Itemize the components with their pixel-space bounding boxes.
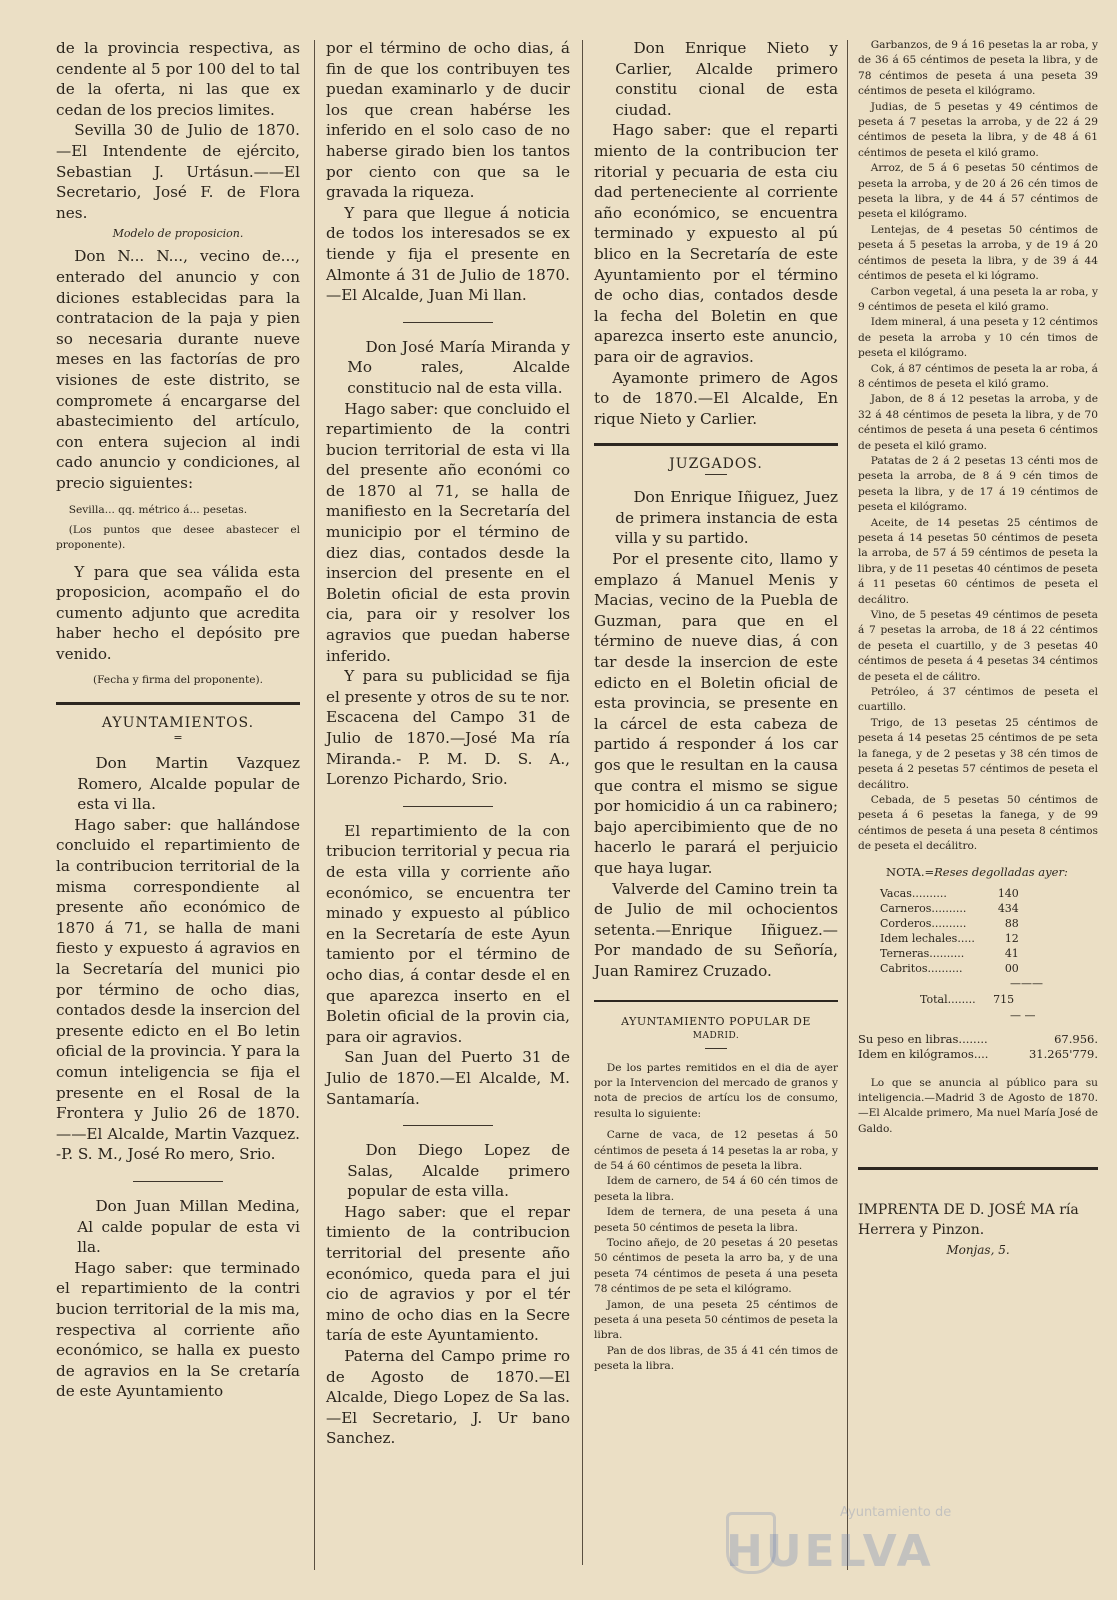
paragraph: San Juan del Puerto 31 de Julio de 1870.—El Alcalde, M. Santamaría.	[326, 1048, 570, 1108]
reses-name: Cabritos..........	[880, 961, 963, 975]
reses-total-divider: ———	[1010, 976, 1043, 990]
reses-value: 140	[997, 886, 1019, 900]
section-rule	[594, 1000, 838, 1002]
column-rule	[314, 40, 315, 1570]
column-2	[326, 38, 570, 1449]
paragraph: Hago saber: que el repar timiento de la contribucion territorial del presente año económico, queda para el jui cio de agravios y por el tér mino de ocho dias en la Secre taría de este Ayuntamiento.	[326, 1202, 570, 1345]
paragraph: (Los puntos que desee abastecer el proponente).	[56, 523, 300, 552]
paragraph: Sevilla 30 de Julio de 1870. —El Intendente de ejército, Sebastian J. Urtásun.——El Secretario, José F. de Flora nes.	[56, 121, 300, 222]
paragraph: Tocino añejo, de 20 pesetas á 20 pesetas 50 céntimos de peseta la arro ba, y de una peseta 74 céntimos de peseta á una peseta 78 céntimos de pe seta el kilógramo.	[594, 1237, 838, 1296]
reses-row	[880, 931, 1019, 946]
column-rule	[582, 40, 583, 1565]
paragraph: Carbon vegetal, á una peseta la ar roba, y 9 céntimos de peseta el kiló gramo.	[858, 285, 1098, 313]
divider	[403, 322, 493, 323]
paragraph: Idem mineral, á una peseta y 12 céntimos de peseta la arroba y 10 cén timos de peseta el kilógramo.	[858, 316, 1098, 360]
paragraph: Por el presente cito, llamo y emplazo á Manuel Menis y Macias, vecino de la Puebla de Guzman, para que en el término de nueve dias, á con tar desde la insercion de este edicto en el Boletin oficial de esta provincia, se presente en la cárcel de esta cabeza de partido á responder á los car gos que le resultan en la causa que contra el mismo se sigue por homicidio á un ca rabinero; bajo apercibimiento que de no hacerlo le parará el perjuicio que haya lugar.	[594, 550, 838, 877]
paragraph: Hago saber: que el reparti miento de la contribucion ter ritorial y pecuaria de esta ciu dad perteneciente al corriente año económico, se encuentra terminado y expuesto al pú blico en la Secretaría de este Ayuntamiento por el término de ocho dias, contados desde la fecha del Boletin en que aparezca inserto este anuncio, para oir de agravios.	[594, 121, 838, 366]
imprint-address: Monjas, 5.	[946, 1243, 1010, 1258]
total-label: Total........	[920, 992, 976, 1006]
paragraph: Garbanzos, de 9 á 16 pesetas la ar roba, y de 36 á 65 céntimos de peseta la libra, y de 78 céntimos de peseta á una peseta 39 céntimos de peseta el kilógramo.	[858, 39, 1098, 98]
reses-row	[880, 886, 1019, 901]
reses-name: Carneros..........	[880, 901, 967, 915]
paragraph: Idem de carnero, de 54 á 60 cén timos de peseta la libra.	[594, 1175, 838, 1203]
nota	[858, 865, 1098, 880]
heading: Don Juan Millan Medina, Al calde popular de esta vi lla.	[77, 1196, 300, 1257]
nota-text: =Reses degolladas ayer:	[924, 864, 1068, 879]
paragraph: Hago saber: que terminado el repartimiento de la contri bucion territorial de la mis ma, respectiva al corriente año económico, se halla ex puesto de agravios en la Se cretaría de este Ayuntamiento	[56, 1258, 300, 1401]
paragraph: Jamon, de una peseta 25 céntimos de peseta á una peseta 50 céntimos de peseta la libra.	[594, 1298, 838, 1342]
paragraph: Paterna del Campo prime ro de Agosto de 1870.—El Alcalde, Diego Lopez de Sa las.—El Secretario, J. Ur bano Sanchez.	[326, 1347, 570, 1448]
double-dash: =	[173, 731, 183, 745]
imprint	[858, 1200, 1098, 1260]
paragraph: Arroz, de 5 á 6 pesetas 50 céntimos de peseta la arroba, y de 20 á 26 cén timos de peseta la libra, y de 44 á 57 céntimos de peseta el kilógramo.	[858, 162, 1098, 221]
paragraph: Valverde del Camino trein ta de Julio de mil ochocientos setenta.—Enrique Iñiguez.— Por mandado de su Señoría, Juan Ramirez Cruzado.	[594, 879, 838, 980]
reses-row	[880, 946, 1019, 961]
paragraph: por el término de ocho dias, á fin de que los contribuyen tes puedan examinarlo y de ducir los que crean habérse les inferido en el solo caso de no haberse girado bien los tantos por ciento con que sa le gravada la riqueza.	[326, 39, 570, 202]
nota-label: NOTA.	[886, 864, 925, 879]
reses-value: 12	[1004, 931, 1019, 945]
short-dash	[705, 474, 727, 475]
imprint-name: IMPRENTA DE D. JOSÉ MA ría Herrera y Pinzon.	[858, 1202, 1079, 1239]
reses-row	[880, 961, 1019, 976]
paragraph: Idem de ternera, de una peseta á una peseta 50 céntimos de peseta la libra.	[594, 1206, 838, 1234]
heading: Don José María Miranda y Mo rales, Alcalde constitucio nal de esta villa.	[347, 337, 570, 397]
divider	[403, 806, 493, 807]
section-title-line: AYUNTAMIENTO POPULAR DE	[621, 1014, 811, 1028]
paragraph: Lentejas, de 4 pesetas 50 céntimos de peseta á 5 pesetas la arroba, y de 19 á 20 céntimos de peseta la libra, y de 39 á 44 céntimos de peseta el ki lógramo.	[858, 223, 1098, 283]
paragraph: Sevilla... qq. métrico á... pesetas.	[68, 504, 248, 517]
paragraph: Don N... N..., vecino de..., enterado del anuncio y con diciones establecidas para la contratacion de la paja y pien so necesaria durante nueve meses en las factorías de pro visiones de este distrito, se compromete á encargarse del abastecimiento del artículo, con entera sujecion al indi cado anuncio y condiciones, al precio siguientes:	[56, 247, 300, 492]
short-dash	[705, 1048, 727, 1049]
weight-row	[858, 1032, 1098, 1047]
weight-value: 67.956.	[1054, 1031, 1098, 1046]
paragraph: Lo que se anuncia al público para su inteligencia.—Madrid 3 de Agosto de 1870.—El Alcalde primero, Ma nuel María José de Galdo.	[858, 1076, 1098, 1135]
section-rule	[56, 702, 300, 705]
total-value: 715	[993, 992, 1015, 1006]
paragraph: Jabon, de 8 á 12 pesetas la arroba, y de 32 á 48 céntimos de peseta la libra, y de 70 céntimos de peseta á una peseta 6 céntimos de peseta el kiló gramo.	[858, 393, 1098, 452]
reses-row	[880, 901, 1019, 916]
weight-row	[858, 1047, 1098, 1062]
section-title: JUZGADOS.	[669, 456, 763, 473]
heading: Don Enrique Iñiguez, Juez de primera instancia de esta villa y su partido.	[615, 488, 838, 548]
watermark-title: HUELVA	[726, 1526, 934, 1577]
paragraph: De los partes remitidos en el dia de ayer por la Intervencion del mercado de granos y nota de precios de artícu los de consumo, resulta lo siguiente:	[594, 1061, 838, 1120]
reses-total-divider: — —	[1010, 1008, 1036, 1022]
section-title	[594, 1014, 838, 1044]
column-3	[594, 38, 838, 1375]
watermark-line: Ayuntamiento de	[840, 1505, 952, 1520]
heading: Don Martin Vazquez Romero, Alcalde popular de esta vi lla.	[77, 754, 300, 814]
paragraph: Cebada, de 5 pesetas 50 céntimos de peseta á 6 pesetas la fanega, y de 99 céntimos de peseta á una peseta 8 céntimos de peseta el decálitro.	[858, 793, 1098, 853]
paragraph: Y para que sea válida esta proposicion, acompaño el do cumento adjunto que acredita haber hecho el depósito pre venido.	[56, 562, 300, 664]
caption: Modelo de proposicion.	[112, 227, 244, 241]
weights	[858, 1032, 1098, 1062]
column-4	[858, 38, 1098, 1260]
heading: Don Diego Lopez de Salas, Alcalde primero popular de esta villa.	[347, 1141, 570, 1201]
weight-value: 31.265'779.	[1028, 1046, 1098, 1061]
section-rule	[858, 1167, 1098, 1170]
paragraph: de la provincia respectiva, as cendente al 5 por 100 del to tal de la oferta, ni las que ex cedan de los precios limites.	[56, 39, 300, 119]
section-title: AYUNTAMIENTOS.	[101, 715, 255, 732]
reses-row	[880, 916, 1019, 931]
paragraph: El repartimiento de la con tribucion territorial y pecua ria de esta villa y corriente año económico, se encuentra ter minado y expuesto al público en la Secretaría de este Ayun tamiento por el término de ocho dias, á contar desde el en que aparezca inserto en el Boletin oficial de la provin cia, para oir agravios.	[326, 821, 570, 1046]
section-rule	[594, 443, 838, 446]
column-1	[56, 38, 300, 1402]
weight-label: Idem en kilógramos....	[858, 1046, 989, 1061]
paragraph: Ayamonte primero de Agos to de 1870.—El Alcalde, En rique Nieto y Carlier.	[594, 368, 838, 428]
paragraph: Petróleo, á 37 céntimos de peseta el cuartillo.	[858, 686, 1098, 714]
paragraph: Trigo, de 13 pesetas 25 céntimos de peseta á 14 pesetas 25 céntimos de pe seta la fanega, y de 2 pesetas y 38 cén timos de peseta á 2 pesetas 57 céntimos de peseta el decálitro.	[858, 716, 1098, 791]
paragraph: Y para su publicidad se fija el presente y otros de su te nor. Escacena del Campo 31 de Julio de 1870.—José Ma ría Miranda.- P. M. D. S. A., Lorenzo Pichardo, Srio.	[326, 667, 571, 789]
reses-value: 434	[997, 901, 1019, 915]
reses-total	[920, 992, 1098, 1008]
reses-name: Terneras..........	[880, 946, 965, 960]
reses-value: 88	[1004, 916, 1019, 930]
column-rule	[847, 40, 848, 1570]
paragraph: Pan de dos libras, de 35 á 41 cén timos de peseta la libra.	[594, 1344, 838, 1373]
signature-note: (Fecha y firma del proponente).	[93, 673, 263, 686]
reses-value: 00	[1004, 961, 1019, 975]
paragraph: Hago saber: que concluido el repartimiento de la contri bucion territorial de esta vi lla del presente año económi co de 1870 al 71, se halla de manifiesto en la Secretaría del municipio por el término de diez dias, contados desde la insercion del presente en el Boletin oficial de esta provin cia, para oir y resolver los agravios que puedan haberse inferido.	[326, 399, 570, 665]
paragraph: Judias, de 5 pesetas y 49 céntimos de peseta á 7 pesetas la arroba, y de 22 á 29 céntimos de peseta la libra, y de 48 á 61 céntimos de peseta el kiló gramo.	[858, 100, 1098, 159]
divider	[133, 1181, 223, 1182]
reses-name: Idem lechales.....	[880, 931, 975, 945]
divider	[403, 1125, 493, 1126]
reses-table	[880, 886, 1019, 976]
reses-value: 41	[1004, 946, 1019, 960]
heading: Don Enrique Nieto y Carlier, Alcalde primero constitu cional de esta ciudad.	[615, 39, 838, 119]
paragraph: Carne de vaca, de 12 pesetas á 50 céntimos de peseta á 14 pesetas la ar roba, y de 54 á 60 céntimos de peseta la libra.	[594, 1129, 838, 1172]
paragraph: Aceite, de 14 pesetas 25 céntimos de peseta á 14 pesetas 50 céntimos de peseta la arroba, de 57 á 59 céntimos de peseta la libra, y de 11 pesetas 40 céntimos de peseta á 11 pesetas 60 céntimos de peseta el decálitro.	[858, 516, 1098, 606]
reses-name: Corderos..........	[880, 916, 967, 930]
paragraph: Y para que llegue á noticia de todos los interesados se ex tiende y fija el presente en Almonte á 31 de Julio de 1870.—El Alcalde, Juan Mi llan.	[326, 203, 570, 305]
paragraph: Patatas de 2 á 2 pesetas 13 cénti mos de peseta la arroba, de 8 á 9 cén timos de peseta la libra, y de 17 á 19 céntimos de peseta el kilógramo.	[858, 454, 1098, 514]
weight-label: Su peso en libras........	[858, 1031, 988, 1046]
section-title-line: MADRID.	[692, 1030, 740, 1041]
paragraph: Cok, á 87 céntimos de peseta la ar roba, á 8 céntimos de peseta el kiló gramo.	[858, 362, 1098, 390]
paragraph: Vino, de 5 pesetas 49 céntimos de peseta á 7 pesetas la arroba, de 18 á 22 céntimos de peseta el cuartillo, y de 3 pesetas 40 céntimos de peseta á 4 pesetas 34 céntimos de peseta el de cálitro.	[858, 609, 1098, 683]
reses-name: Vacas..........	[880, 886, 947, 900]
paragraph: Hago saber: que hallándose concluido el repartimiento de la contribucion territorial de la misma correspondiente al presente año económico de 1870 á 71, se halla de mani fiesto y expuesto á agravios en la Secretaría del munici pio por término de ocho dias, contados desde la insercion del presente edicto en el Bo letin oficial de la provincia. Y para la comun inteligencia se fija el presente en el Rosal de la Frontera y Julio 26 de 1870.——El Alcalde, Martin Vazquez. -P. S. M., José Ro mero, Srio.	[56, 815, 300, 1164]
